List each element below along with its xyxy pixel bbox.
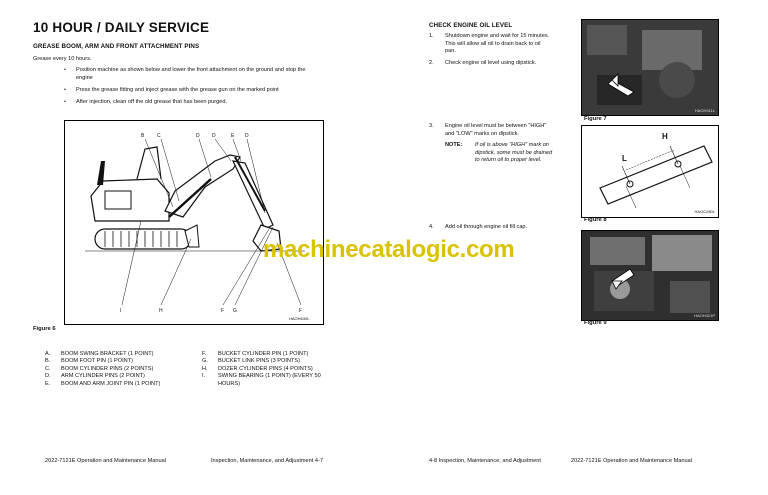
list-item: E. BOOM AND ARM JOINT PIN (1 POINT) bbox=[45, 380, 161, 387]
bullet-item-continued: engine bbox=[76, 75, 93, 81]
list-item: H. DOZER CYLINDER PINS (4 POINTS) bbox=[202, 365, 313, 372]
watermark: machinecatalogic.com bbox=[263, 236, 515, 263]
figure-6-caption: Figure 6 bbox=[33, 326, 56, 332]
bullet-item: • Position machine as shown below and lower the front attachment on the ground and stop the bbox=[64, 67, 306, 73]
callout-label-d: D bbox=[196, 133, 200, 139]
figure-code: HAOH321P bbox=[694, 313, 715, 318]
callout-label-f: F bbox=[299, 308, 303, 314]
figure-7-caption: Figure 7 bbox=[584, 116, 607, 122]
list-item: I. SWING BEARING (1 POINT) (EVERY 50 bbox=[202, 373, 321, 380]
bullet-item: • Press the grease fitting and inject grease with the grease gun on the marked point bbox=[64, 87, 279, 93]
callout-label-b: B bbox=[141, 133, 145, 139]
bullet-item: • After injection, clean off the old grease that has been purged. bbox=[64, 99, 228, 105]
dipstick-drawing bbox=[582, 126, 718, 217]
excavator-drawing bbox=[65, 121, 323, 324]
intro-text: Grease every 10 hours. bbox=[33, 56, 92, 62]
list-item: A. BOOM SWING BRACKET (1 POINT) bbox=[45, 351, 154, 357]
figure-9-caption: Figure 9 bbox=[584, 320, 607, 326]
callout-label-i: I bbox=[120, 308, 122, 314]
step-4: 4. Add oil through engine oil fill cap. bbox=[429, 224, 528, 230]
parts-list-right bbox=[202, 351, 362, 388]
list-item: G. BUCKET LINK PINS (3 POINTS) bbox=[202, 358, 300, 365]
figure-9-photo bbox=[581, 230, 719, 321]
figure-8-dipstick bbox=[581, 125, 719, 218]
step-2: 2. Check engine oil level using dipstick. bbox=[429, 60, 537, 66]
high-mark-label: H bbox=[662, 132, 668, 141]
oil-cap-photo bbox=[582, 231, 718, 320]
step-1: 1. Shutdown engine and wait for 15 minutes. This will allow all oil to drain back to oil pan. bbox=[429, 33, 550, 55]
list-item: HOURS) bbox=[218, 380, 241, 387]
callout-label-d: D bbox=[212, 133, 216, 139]
figure-code: HAOH311L bbox=[694, 108, 715, 113]
callout-label-g: G bbox=[233, 308, 237, 314]
parts-list-left bbox=[45, 351, 205, 388]
low-mark-label: L bbox=[622, 154, 627, 163]
figure-6-excavator bbox=[64, 120, 324, 325]
callout-label-d: D bbox=[245, 133, 249, 139]
callout-label-h: H bbox=[159, 308, 163, 314]
engine-photo bbox=[582, 20, 718, 115]
page-title: 10 HOUR / DAILY SERVICE bbox=[33, 20, 210, 35]
list-item: B. BOOM FOOT PIN (1 POINT) bbox=[45, 358, 133, 365]
list-item: F. BUCKET CYLINDER PIN (1 POINT) bbox=[202, 351, 309, 357]
figure-code: HAOH630L bbox=[289, 316, 310, 321]
figure-7-photo bbox=[581, 19, 719, 116]
footer-right-manual: 2022-7121E Operation and Maintenance Manual bbox=[571, 458, 692, 464]
list-item: C. BOOM CYLINDER PINS (2 POINTS) bbox=[45, 365, 154, 372]
figure-code: HAOC280L bbox=[694, 209, 715, 214]
footer-right-page-number: 4-8 Inspection, Maintenance, and Adjustment bbox=[429, 458, 541, 464]
step-3: 3. Engine oil level must be between "HIGH" and "LOW" marks on dipstick. bbox=[429, 123, 547, 137]
callout-label-f: F bbox=[221, 308, 225, 314]
callout-label-c: C bbox=[157, 133, 161, 139]
footer-left-page-number: Inspection, Maintenance, and Adjustment 4-7 bbox=[211, 458, 323, 464]
list-item: D. ARM CYLINDER PINS (2 POINT) bbox=[45, 373, 145, 380]
footer-left-manual: 2022-7121E Operation and Maintenance Manual bbox=[45, 458, 166, 464]
figure-8-caption: Figure 8 bbox=[584, 217, 607, 223]
callout-label-e: E bbox=[231, 133, 235, 139]
section-heading-oil: CHECK ENGINE OIL LEVEL bbox=[429, 22, 513, 29]
note: NOTE: If oil is above "HIGH" mark on dipstick, some must be drained to return oil to proper level. bbox=[445, 142, 553, 164]
section-heading-grease: GREASE BOOM, ARM AND FRONT ATTACHMENT PINS bbox=[33, 43, 200, 50]
